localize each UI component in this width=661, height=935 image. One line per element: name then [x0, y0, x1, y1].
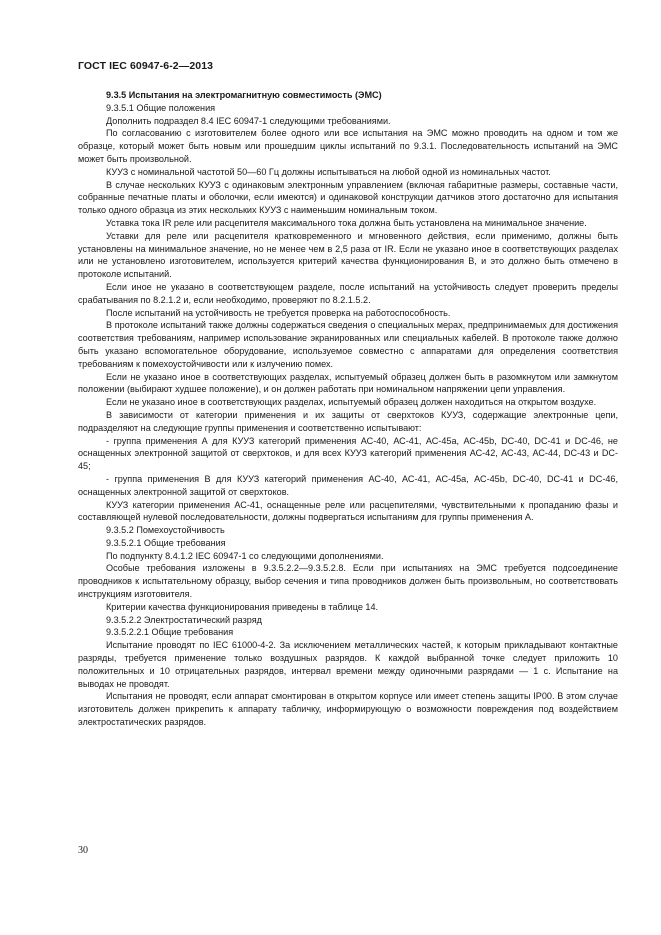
paragraph: Уставки для реле или расцепителя кратковременного и мгновенного действия, если применимо, должны быть установлены на минимальное значение, но не менее чем в 2,5 раза от IR. Если не указано иное в соответствующих разделах или не установлено изготовителем, используется критерий качества функционирования В, и это должно быть отмечено в протоколе испытаний. — [78, 230, 618, 280]
list-item: - группа применения А для КУУЗ категорий применения АС-40, АС-41, АС-45а, АС-45b, DC-40, DC-41 и DC-46, не оснащенных электронной защитой от сверхтоков, и для всех КУУЗ категорий применения АС-42, АС-43, АС-44, DC-43 и DC-45; — [78, 435, 618, 472]
paragraph: В зависимости от категории применения и их защиты от сверхтоков КУУЗ, содержащие электронные цепи, подразделяют на следующие группы применения и соответственно испытывают: — [78, 409, 618, 433]
document-header: ГОСТ IEC 60947-6-2—2013 — [78, 60, 214, 72]
list-item: - группа применения В для КУУЗ категорий применения АС-40, АС-41, АС-45а, АС-45b, DC-40, DC-41 и DC-46, оснащенных электронной защитой от сверхтоков. — [78, 473, 618, 497]
paragraph: По подпункту 8.4.1.2 IEC 60947-1 со следующими дополнениями. — [106, 550, 384, 561]
paragraph: По согласованию с изготовителем более одного или все испытания на ЭМС можно проводить на одном и том же образце, который может быть новым или прошедшим циклы испытаний по 9.3.1. Последовательность испытаний на ЭМС может быть произвольной. — [78, 128, 618, 164]
section-heading: 9.3.5 Испытания на электромагнитную совместимость (ЭМС) — [106, 90, 382, 100]
paragraph: КУУЗ с номинальной частотой 50—60 Гц должны испытываться на любой одной из номинальных частот. — [106, 166, 551, 177]
paragraph: Если не указано иное в соответствующих разделах, испытуемый образец должен находиться на открытом воздухе. — [106, 397, 597, 408]
paragraph: Дополнить подраздел 8.4 IEC 60947-1 следующими требованиями. — [106, 115, 391, 126]
subsection-heading: 9.3.5.2.2.1 Общие требования — [106, 627, 234, 638]
subsection-heading: 9.3.5.2.1 Общие требования — [106, 537, 226, 548]
paragraph: Критерии качества функционирования приведены в таблице 14. — [106, 601, 379, 612]
page-number: 30 — [78, 845, 88, 856]
paragraph: После испытаний на устойчивость не требуется проверка на работоспособность. — [106, 307, 451, 318]
paragraph: В протоколе испытаний также должны содержаться сведения о специальных мерах, предпринимаемых для достижения соответствия требованиям, например использование экранированных или специальных кабелей. В протоколе также должно быть указано вспомогательное оборудование, используемое совместно с аппаратами для определения соответствия требованиям к помехоустойчивости или к излучению помех. — [78, 320, 618, 369]
subsection-heading: 9.3.5.2 Помехоустойчивость — [106, 525, 225, 536]
paragraph: КУУЗ категории применения АС-41, оснащенные реле или расцепителями, чувствительными к пропаданию фазы и составляющей нулевой последовательности, должны подвергаться испытаниям для группы применения А. — [78, 499, 618, 523]
subsection-heading: 9.3.5.1 Общие положения — [106, 102, 216, 113]
paragraph: Испытание проводят по IEC 61000-4-2. За исключением металлических частей, к которым прикладывают контактные разряды, требуется применение только воздушных разрядов. К каждой выбранной точке следует приложить 10 положительных и 10 отрицательных разрядов, интервал времени между одиночными разрядами — 1 с. Испытание на выводах не проводят. — [78, 640, 618, 689]
paragraph: Особые требования изложены в 9.3.5.2.2—9.3.5.2.8. Если при испытаниях на ЭМС требуется подсоединение проводников к испытательному образцу, выбор сечения и типа проводников должен быть произвольным, но соответствовать инструкциям изготовителя. — [78, 563, 618, 600]
document-body — [78, 89, 618, 729]
paragraph: В случае нескольких КУУЗ с одинаковым электронным управлением (включая габаритные размеры, составные части, собранные печатные платы и оболочки, если имеются) и одинаковой конструкции датчиков этого достаточно для испытания только одного образца из этих нескольких КУУЗ с наименьшим номинальным током. — [78, 179, 618, 216]
paragraph: Испытания не проводят, если аппарат смонтирован в открытом корпусе или имеет степень защиты IP00. В этом случае изготовитель должен прикрепить к аппарату табличку, информирующую о возможности повреждения под воздействием электростатических разрядов. — [78, 691, 618, 728]
paragraph: Если не указано иное в соответствующих разделах, испытуемый образец должен быть в разомкнутом или замкнутом положении (выбирают худшее положение), и он должен работать при номинальном напряжении цепи управления. — [78, 371, 618, 395]
subsection-heading: 9.3.5.2.2 Электростатический разряд — [106, 614, 262, 625]
paragraph: Если иное не указано в соответствующем разделе, после испытаний на устойчивость следует проверить пределы срабатывания по 8.2.1.2 и, если необходимо, проверяют по 8.2.1.5.2. — [78, 281, 618, 305]
paragraph: Уставка тока IR реле или расцепителя максимального тока должна быть установлена на минимальное значение. — [106, 217, 587, 228]
